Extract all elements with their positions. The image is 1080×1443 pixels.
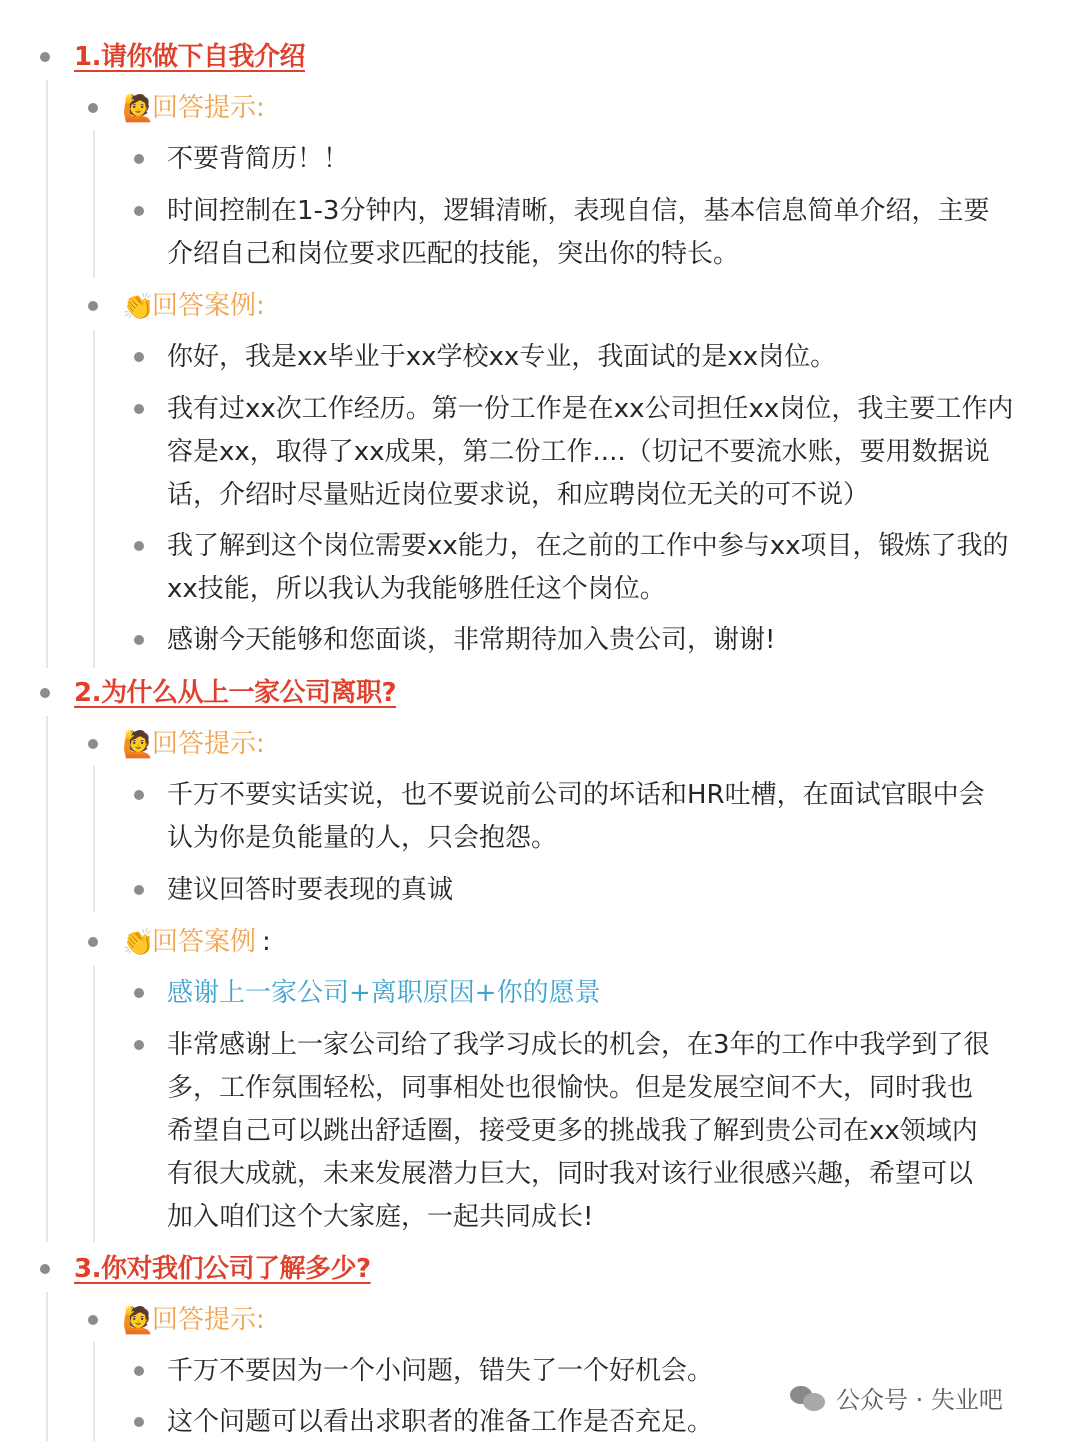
q1-examples-label: 回答案例:: [152, 291, 265, 321]
q2-tip-item-continued: 认为你是负能量的人，只会抱怨。: [167, 823, 558, 853]
bullet: [134, 790, 144, 800]
bullet: [88, 103, 98, 113]
q1-example-item: 你好，我是xx毕业于xx学校xx专业，我面试的是xx岗位。: [167, 342, 837, 372]
q3-tips-label: 回答提示:: [152, 1305, 265, 1335]
bullet: [88, 1315, 98, 1325]
bullet: [134, 154, 144, 164]
question-2-title[interactable]: 2.为什么从上一家公司离职?: [74, 678, 397, 708]
q2-examples-colon: :: [262, 927, 271, 957]
q3-tip-item: 这个问题可以看出求职者的准备工作是否充足。: [167, 1407, 714, 1437]
person-raising-hand-icon: 🙋: [122, 93, 155, 124]
question-1-title[interactable]: 1.请你做下自我介绍: [74, 42, 305, 72]
q2-examples-label: 回答案例: [152, 927, 257, 957]
q1-example-item-continued: 容是xx，取得了xx成果，第二份工作....（切记不要流水账，要用数据说: [167, 437, 990, 467]
person-raising-hand-icon: 🙋: [122, 729, 155, 760]
q2-answer-formula: 感谢上一家公司+离职原因+你的愿景: [167, 978, 601, 1008]
person-raising-hand-icon: 🙋: [122, 1305, 155, 1336]
bullet: [134, 206, 144, 216]
clapping-hands-icon: 👏: [122, 927, 155, 958]
q2-example-item-continued: 多，工作氛围轻松，同事相处也很愉快。但是发展空间不大，同时我也: [167, 1073, 974, 1103]
outline-guide-q1-tips: [93, 130, 95, 278]
question-3-title[interactable]: 3.你对我们公司了解多少?: [74, 1254, 371, 1284]
q1-tip-item-continued: 介绍自己和岗位要求匹配的技能，突出你的特长。: [167, 239, 740, 269]
q2-example-item-continued: 加入咱们这个大家庭，一起共同成长!: [167, 1202, 594, 1232]
outline-guide-q2-tips: [93, 766, 95, 912]
q1-tips-heading: [122, 87, 265, 130]
bullet: [134, 1040, 144, 1050]
q2-example-item: 非常感谢上一家公司给了我学习成长的机会，在3年的工作中我学到了很: [167, 1030, 990, 1060]
q1-example-item-continued: xx技能，所以我认为我能够胜任这个岗位。: [167, 574, 666, 604]
q2-tips-label: 回答提示:: [152, 729, 265, 759]
q1-examples-heading: [122, 285, 265, 328]
outline-guide-q2: [46, 716, 48, 1242]
q2-example-item-continued: 有很大成就，未来发展潜力巨大，同时我对该行业很感兴趣，希望可以: [167, 1159, 974, 1189]
bullet: [40, 688, 50, 698]
watermark-text: 公众号 · 失业吧: [836, 1385, 1003, 1414]
bullet: [134, 635, 144, 645]
q1-example-item: 我了解到这个岗位需要xx能力，在之前的工作中参与xx项目，锻炼了我的: [167, 531, 1009, 561]
bullet: [134, 404, 144, 414]
bullet: [40, 1264, 50, 1274]
q1-example-item-continued: 话，介绍时尽量贴近岗位要求说，和应聘岗位无关的可不说）: [167, 480, 870, 510]
q2-tip-item: 千万不要实话实说，也不要说前公司的坏话和HR吐槽，在面试官眼中会: [167, 780, 985, 810]
bullet: [88, 739, 98, 749]
q1-tip-item: 时间控制在1-3分钟内，逻辑清晰，表现自信，基本信息简单介绍，主要: [167, 196, 990, 226]
q1-tip-item: 不要背简历！！: [167, 144, 350, 174]
bullet: [134, 541, 144, 551]
bullet: [88, 937, 98, 947]
q2-examples-heading: [122, 921, 271, 964]
clapping-hands-icon: 👏: [122, 291, 155, 322]
bullet: [134, 1417, 144, 1427]
outline-guide-q1-examples: [93, 330, 95, 668]
outline-guide-q1: [46, 80, 48, 668]
bullet: [88, 301, 98, 311]
wechat-watermark: [790, 1376, 1003, 1418]
outline-guide-q3-tips: [93, 1342, 95, 1441]
q3-tip-item: 千万不要因为一个小问题，错失了一个好机会。: [167, 1356, 714, 1386]
wechat-logo-icon: [790, 1382, 826, 1412]
bullet: [134, 885, 144, 895]
outline-guide-q3: [46, 1292, 48, 1441]
q2-tip-item: 建议回答时要表现的真诚: [167, 875, 454, 905]
q1-example-item: 我有过xx次工作经历。第一份工作是在xx公司担任xx岗位，我主要工作内: [167, 394, 1014, 424]
bullet: [40, 52, 50, 62]
bullet: [134, 1366, 144, 1376]
bullet: [134, 988, 144, 998]
outline-guide-q2-examples: [93, 966, 95, 1242]
q1-example-item: 感谢今天能够和您面谈，非常期待加入贵公司，谢谢!: [167, 625, 776, 655]
q3-tips-heading: [122, 1299, 265, 1342]
q1-tips-label: 回答提示:: [152, 93, 265, 123]
bullet: [134, 352, 144, 362]
q2-tips-heading: [122, 723, 265, 766]
q2-example-item-continued: 希望自己可以跳出舒适圈，接受更多的挑战我了解到贵公司在xx领域内: [167, 1116, 978, 1146]
